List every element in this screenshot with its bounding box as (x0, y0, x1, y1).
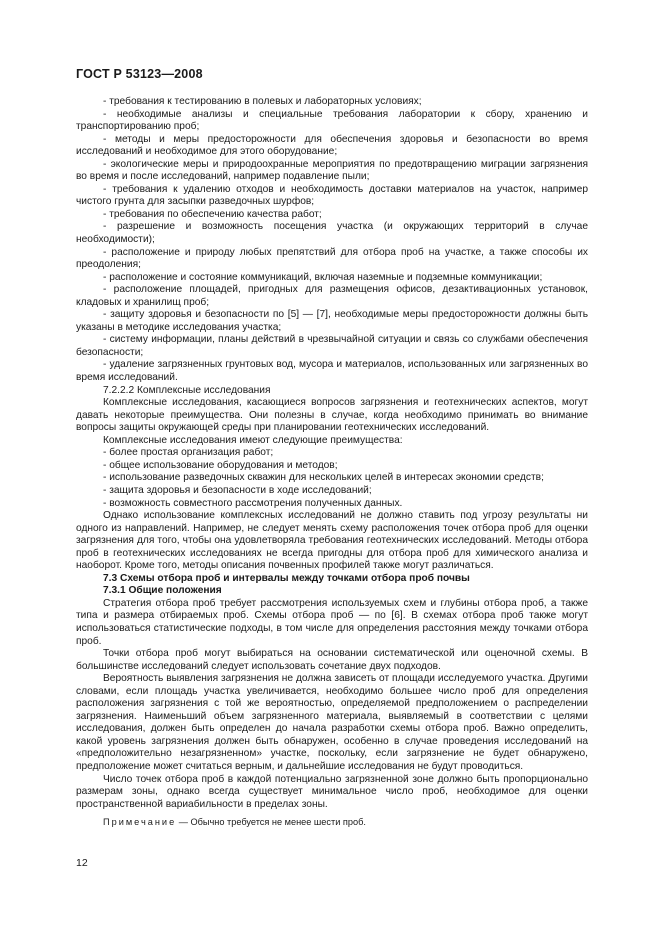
document-body (76, 96, 588, 829)
standard-header: ГОСТ Р 53123—2008 (76, 67, 203, 81)
text-paragraph: Число точек отбора проб в каждой потенциально загрязненной зоне должно быть пропорционально размерам зоны, однако всегда существует минимальное число проб, необходимое для оценки пространственной вариабильности в пределах зоны. (76, 773, 588, 810)
text-paragraph: - требования к удалению отходов и необходимость доставки материалов на участок, например чистого грунта для засыпки разведочных шурфов; (76, 183, 588, 208)
text-paragraph: - защиту здоровья и безопасности по [5] — [7], необходимые меры предосторожности должны быть указаны в методике исследования участка; (76, 309, 588, 333)
text-paragraph: - более простая организация работ; (103, 447, 274, 459)
text-paragraph: - разрешение и возможность посещения участка (и окружающих территорий в случае необходимости); (76, 221, 588, 246)
section-heading: 7.3.1 Общие положения (103, 585, 222, 597)
text-paragraph: Комплексные исследования, касающиеся вопросов загрязнения и геотехнических аспектов, могут давать некоторые преимущества. Они полезны в случае, когда необходимо принимать во внимание вопросы защиты окружающей среды при планировании геотехнических исследований. (76, 397, 588, 434)
text-paragraph: Комплексные исследования имеют следующие преимущества: (103, 434, 403, 446)
note-label: Примечание (103, 817, 177, 828)
text-paragraph: 7.2.2.2 Комплексные исследования (103, 384, 271, 396)
text-paragraph: Вероятность выявления загрязнения не должна зависеть от площади исследуемого участка. Другими словами, если площадь участка увеличивается, необходимо большее число проб для определения расположения загрязнения с той же вероятностью, определяемой предположением о распределении загрязнения. Наименьший объем загрязненного материала, выявляемый в соответствии с целями исследования, должен быть определен до начала разработки схемы отбора проб. Важно определить, какой уровень загрязнения должен быть обнаружен, особенно в случае проведения исследований на «предположительно незагрязненном» участке, поскольку, если загрязнение не будет обнаружено, предположение может считаться верным, и дальнейшие исследования не будут проводиться. (76, 673, 588, 772)
text-paragraph: - защита здоровья и безопасности в ходе исследований; (103, 484, 372, 496)
text-paragraph: - возможность совместного рассмотрения полученных данных. (103, 497, 403, 509)
text-paragraph: - требования к тестированию в полевых и лабораторных условиях; (103, 96, 422, 107)
text-paragraph: Точки отбора проб могут выбираться на основании систематической или оценочной схемы. В большинстве исследований следует использовать сочетание двух подходов. (76, 648, 588, 672)
text-paragraph: - общее использование оборудования и методов; (103, 459, 338, 471)
text-paragraph: - расположение и природу любых препятствий для отбора проб на участке, а также способы их преодоления; (76, 246, 588, 271)
text-paragraph: - использование разведочных скважин для нескольких целей в интересах экономии средств; (103, 472, 544, 484)
text-paragraph: Однако использование комплексных исследований не должно ставить под угрозу результаты ни одного из направлений. Например, не следует менять схему расположения точек отбора проб для оценки загрязнения для того, чтобы она удовлетворяла требования геотехнических исследований. Методы отбора проб в геотехнических исследованиях не всегда пригодны для отбора проб для химического анализа и наоборот. Кроме того, методы описания почвенных профилей также могут различаться. (76, 510, 588, 572)
text-paragraph: - экологические меры и природоохранные мероприятия по предотвращению миграции загрязнения во время и после исследований, например подавление пыли; (76, 158, 588, 183)
text-paragraph: - систему информации, планы действий в чрезвычайной ситуации и связь со службами обеспечения безопасности; (76, 334, 588, 358)
text-paragraph: Стратегия отбора проб требует рассмотрения используемых схем и глубины отбора проб, а также типа и размера отбираемых проб. Схемы отбора проб — по [6]. В схемах отбора проб также могут использоваться статистические подходы, в том числе для определения расстояния между точками отбора проб. (76, 597, 588, 647)
text-paragraph: - расположение площадей, пригодных для размещения офисов, дезактивационных установок, кладовых и хранилищ проб; (76, 284, 588, 308)
note-text: — Обычно требуется не менее шести проб. (176, 817, 366, 828)
text-paragraph: - расположение и состояние коммуникаций, включая наземные и подземные коммуникации; (103, 271, 543, 283)
page-number: 12 (76, 857, 88, 869)
text-paragraph: - необходимые анализы и специальные требования лаборатории к сбору, хранению и транспортированию проб; (76, 108, 588, 133)
text-paragraph: - методы и меры предосторожности для обеспечения здоровья и безопасности во время исследований и необходимое для этого оборудование; (76, 133, 588, 158)
text-paragraph: - удаление загрязненных грунтовых вод, мусора и материалов, использованных или загрязненных во время исследований. (76, 359, 588, 384)
section-heading: 7.3 Схемы отбора проб и интервалы между точками отбора проб почвы (103, 572, 470, 584)
note-paragraph (76, 816, 588, 829)
text-paragraph: - требования по обеспечению качества работ; (103, 208, 322, 220)
